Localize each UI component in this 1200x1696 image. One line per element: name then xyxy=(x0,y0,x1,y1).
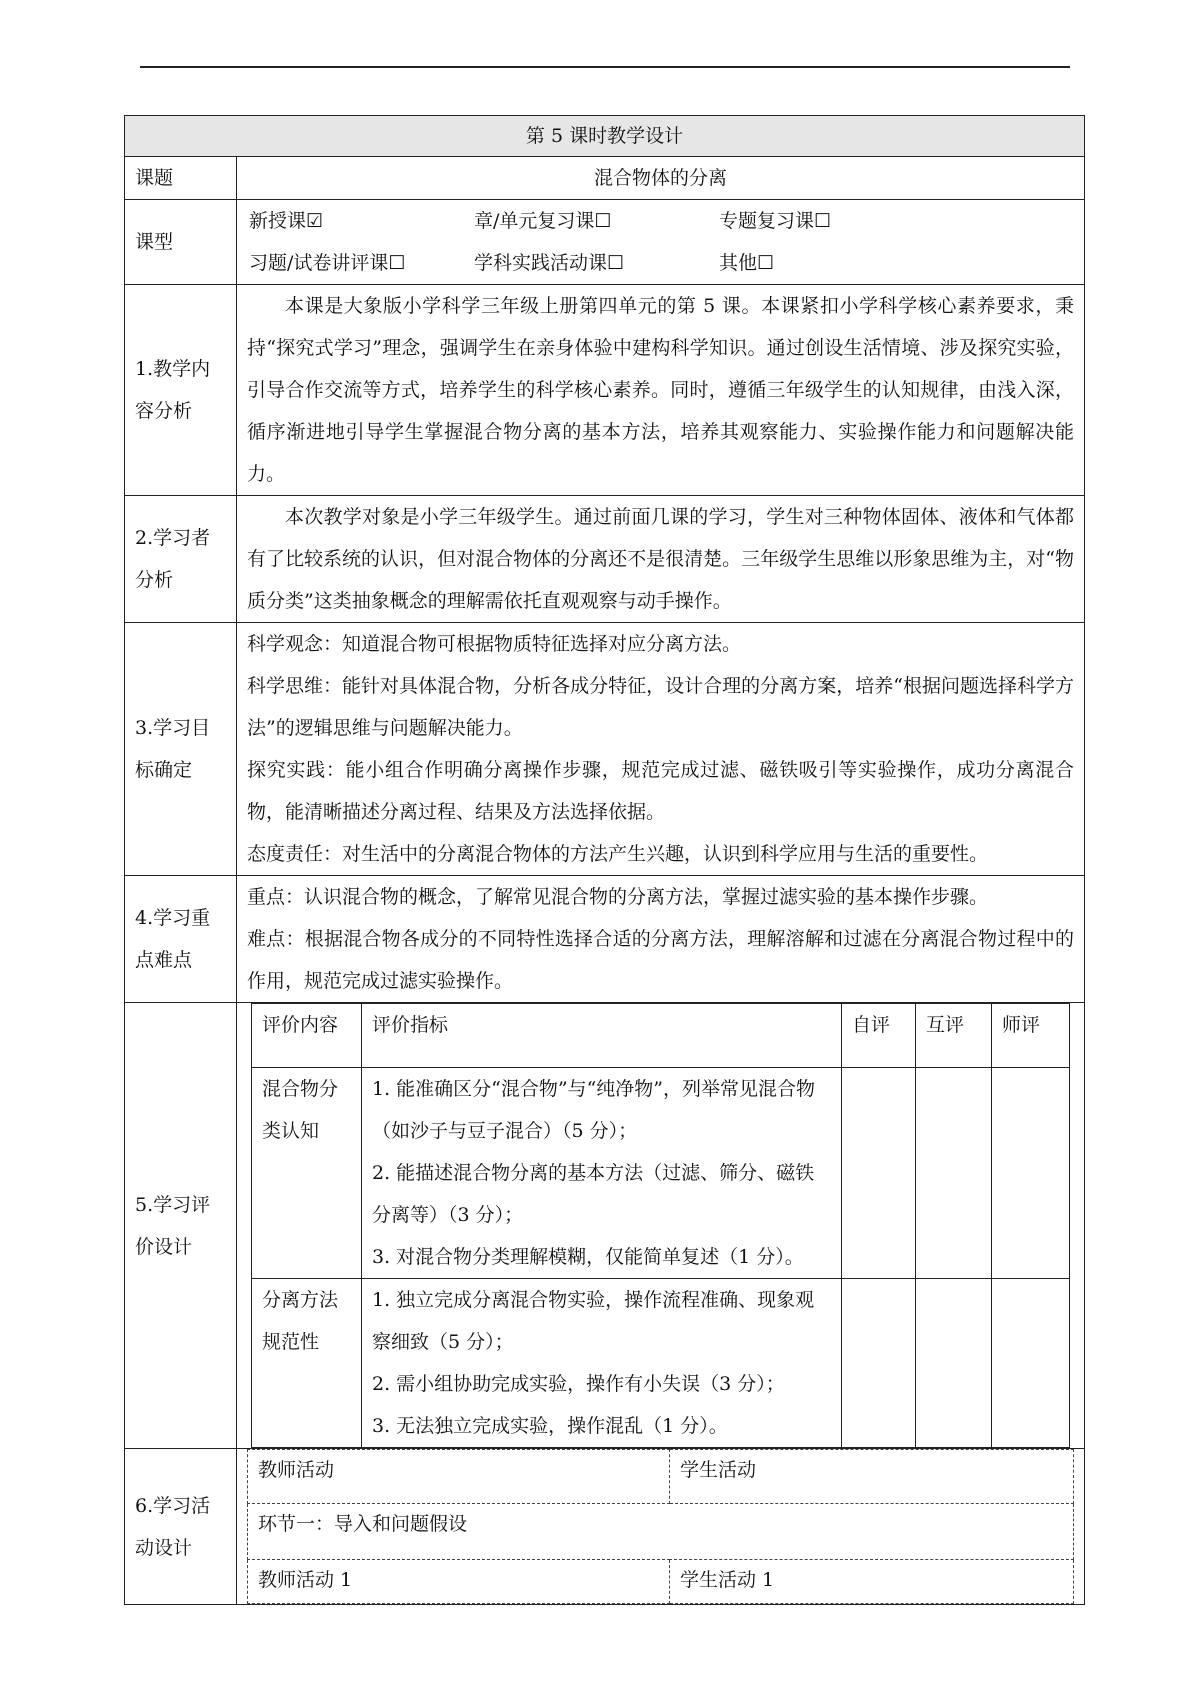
option-topic-review: 专题复习课☐ xyxy=(719,210,832,232)
section1-text: 本课是大象版小学科学三年级上册第四单元的第 5 课。本课紧扣小学科学核心素养要求，秉持“探究式学习”理念，强调学生在亲身体验中建构科学知识。通过创设生活情境、涉及探究实验，引导合作交流等方式，培养学生的科学核心素养。同时，遵循三年级学生的认知规律，由浅入深，循序渐进地引导学生掌握混合物分离的基本方法，培养其观察能力、实验操作能力和问题解决能力。 xyxy=(247,295,1075,485)
indicator-item: 2. 能描述混合物分离的基本方法（过滤、筛分、磁铁分离等）（3 分）； xyxy=(372,1162,815,1226)
keypoint-item: 难点：根据混合物各成分的不同特性选择合适的分离方法，理解溶解和过滤在分离混合物过程中的作用，规范完成过滤实验操作。 xyxy=(247,928,1075,992)
goal-item: 科学观念：知道混合物可根据物质特征选择对应分离方法。 xyxy=(247,633,742,655)
section5-label: 5.学习评价设计 xyxy=(125,1003,237,1449)
teacher-eval-cell[interactable] xyxy=(992,1068,1070,1279)
section2-label: 2.学习者分析 xyxy=(125,496,237,623)
lesson-plan xyxy=(124,115,1084,1605)
self-eval-cell[interactable] xyxy=(842,1279,916,1448)
option-exercise-review: 习题/试卷讲评课☐ xyxy=(249,252,406,274)
evaluation-table xyxy=(251,1003,1070,1448)
keypoint-item: 重点：认识混合物的概念，了解常见混合物的分离方法，掌握过滤实验的基本操作步骤。 xyxy=(247,886,989,908)
section4-keypoints xyxy=(237,876,1085,1003)
indicator-item: 2. 需小组协助完成实验，操作有小失误（3 分）； xyxy=(372,1373,785,1395)
option-new-lesson: 新授课☑ xyxy=(249,210,324,232)
section2-text: 本次教学对象是小学三年级学生。通过前面几课的学习，学生对三种物体固体、液体和气体都有了比较系统的认识，但对混合物体的分离还不是很清楚。三年级学生思维以形象思维为主，对“物质分类”这类抽象概念的理解需依托直观观察与动手操作。 xyxy=(247,506,1075,612)
header-rule xyxy=(140,66,1070,68)
peer-eval-cell[interactable] xyxy=(916,1279,992,1448)
eval-header: 评价内容 xyxy=(252,1004,362,1068)
goal-item: 态度责任：对生活中的分离混合物体的方法产生兴趣，认识到科学应用与生活的重要性。 xyxy=(247,843,989,865)
lesson-plan-table xyxy=(124,115,1085,1605)
eval-indicators xyxy=(362,1068,842,1279)
eval-header: 评价指标 xyxy=(362,1004,842,1068)
eval-indicators xyxy=(362,1279,842,1448)
option-unit-review: 章/单元复习课☐ xyxy=(474,210,612,232)
table-row xyxy=(252,1279,1070,1448)
topic-value: 混合物体的分离 xyxy=(237,157,1085,200)
student-activity-header: 学生活动 xyxy=(670,1450,1074,1504)
section4-label: 4.学习重点难点 xyxy=(125,876,237,1003)
indicator-item: 3. 对混合物分类理解模糊，仅能简单复述（1 分）。 xyxy=(372,1246,804,1268)
eval-content: 分离方法规范性 xyxy=(252,1279,362,1448)
eval-content: 混合物分类认知 xyxy=(252,1068,362,1279)
peer-eval-cell[interactable] xyxy=(916,1068,992,1279)
indicator-item: 3. 无法独立完成实验，操作混乱（1 分）。 xyxy=(372,1415,728,1437)
teacher-eval-cell[interactable] xyxy=(992,1279,1070,1448)
option-practice-activity: 学科实践活动课☐ xyxy=(474,252,625,274)
student-activity-1: 学生活动 1 xyxy=(670,1560,1074,1604)
goal-item: 科学思维：能针对具体混合物，分析各成分特征，设计合理的分离方案，培养“根据问题选择科学方法”的逻辑思维与问题解决能力。 xyxy=(247,675,1075,739)
teacher-activity-1: 教师活动 1 xyxy=(248,1560,670,1604)
topic-label: 课题 xyxy=(125,157,237,200)
indicator-item: 1. 独立完成分离混合物实验，操作流程准确、现象观察细致（5 分）； xyxy=(372,1289,815,1353)
eval-header: 互评 xyxy=(916,1004,992,1068)
stage-heading: 环节一：导入和问题假设 xyxy=(248,1504,1074,1560)
lesson-type-options xyxy=(237,200,1085,285)
option-other: 其他☐ xyxy=(719,252,775,274)
table-row xyxy=(252,1068,1070,1279)
section6-label: 6.学习活动设计 xyxy=(125,1449,237,1605)
eval-header: 师评 xyxy=(992,1004,1070,1068)
page-title: 第 5 课时教学设计 xyxy=(125,116,1085,157)
activity-table xyxy=(247,1449,1074,1604)
section3-goals xyxy=(237,623,1085,876)
teacher-activity-header: 教师活动 xyxy=(248,1450,670,1504)
section3-label: 3.学习目标确定 xyxy=(125,623,237,876)
indicator-item: 1. 能准确区分“混合物”与“纯净物”，列举常见混合物（如沙子与豆子混合）（5 分）； xyxy=(372,1078,816,1142)
self-eval-cell[interactable] xyxy=(842,1068,916,1279)
eval-header: 自评 xyxy=(842,1004,916,1068)
lesson-type-label: 课型 xyxy=(125,200,237,285)
goal-item: 探究实践：能小组合作明确分离操作步骤，规范完成过滤、磁铁吸引等实验操作，成功分离混合物，能清晰描述分离过程、结果及方法选择依据。 xyxy=(247,759,1075,823)
section1-label: 1.教学内容分析 xyxy=(125,285,237,496)
